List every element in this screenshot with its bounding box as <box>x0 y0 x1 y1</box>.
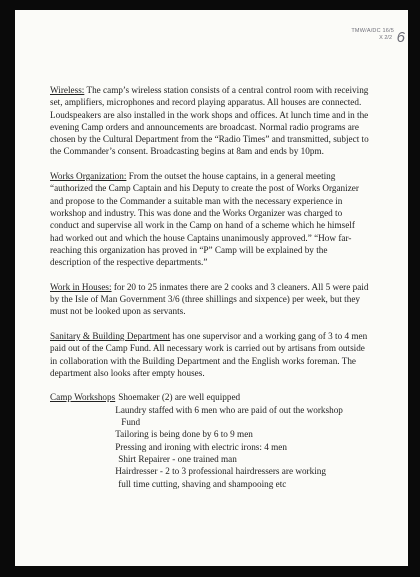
paragraph-wireless <box>50 84 370 158</box>
section-text: The camp’s wireless station consists of a central control room with receiving set, amplifiers, microphones and record playing apparatus. All houses are connected. Loudspeakers are also installed in the work shops and offices. At lunch time and in the evening Camp orders and announcements are broadcast. Normal radio programs are chosen by the Cultural Department from the “Radio Times” and transmitted, subject to the Commander’s consent. Broadcasting begins at 8am and ends by 10pm. <box>50 85 369 157</box>
workshop-line: Laundry staffed with 6 men who are paid of out the workshop <box>115 404 343 415</box>
paragraph-sanitary-building <box>50 330 370 379</box>
archive-reference-line-2: X 2/2 <box>379 35 392 41</box>
workshop-list <box>115 391 343 489</box>
camp-workshops-section <box>50 391 370 489</box>
workshop-line: Pressing and ironing with electric irons: 4 men <box>115 441 287 452</box>
paragraph-works-organization <box>50 170 370 268</box>
archive-reference-line-1: TMW/A/DC 16/5 <box>351 28 394 34</box>
archive-reference-stamp <box>352 28 408 50</box>
workshop-line: Tailoring is being done by 6 to 9 men <box>115 429 253 440</box>
section-heading: Camp Workshops <box>50 392 116 403</box>
section-text: has one supervisor and a working gang of 3 to 4 men paid out of the Camp Fund. All necessary work is carried out by artisans from outside in collaboration with the Building Department and the English works foreman. The department also looks after empty houses. <box>50 330 368 378</box>
workshop-line: Shoemaker (2) are well equipped <box>118 392 241 403</box>
document-body <box>50 84 370 490</box>
section-heading: Work in Houses: <box>50 281 112 292</box>
paragraph-work-in-houses <box>50 281 370 318</box>
section-heading: Sanitary & Building Department <box>50 330 171 341</box>
section-text: From the outset the house captains, in a general meeting “authorized the Camp Captain and his Deputy to create the post of Works Organizer and propose to the Commander a suitable man with the necessary experience in workshop and industry. This was done and the Works Organizer was charged to conduct and supervise all work in the Camp on hand of a scheme which he himself had worked out and which the house Captains unanimously approved.” “How far-reaching this organization has proved in “P” Camp will be explained by the description of the respective departments.” <box>50 171 359 268</box>
section-text: for 20 to 25 inmates there are 2 cooks and 3 cleaners. All 5 were paid by the Isle of Man Government 3/6 (three shillings and sixpence) per week, but they must not be looked upon as servants. <box>50 281 369 317</box>
workshop-line: Hairdresser - 2 to 3 professional hairdressers are working <box>115 466 326 477</box>
section-heading: Works Organization: <box>50 171 127 182</box>
section-heading: Wireless: <box>50 85 85 95</box>
page-number: 6 <box>396 29 405 46</box>
workshop-line: Shirt Repairer - one trained man <box>118 453 237 464</box>
workshop-line: full time cutting, shaving and shampooing etc <box>118 478 287 489</box>
workshop-line: Fund <box>121 417 141 428</box>
